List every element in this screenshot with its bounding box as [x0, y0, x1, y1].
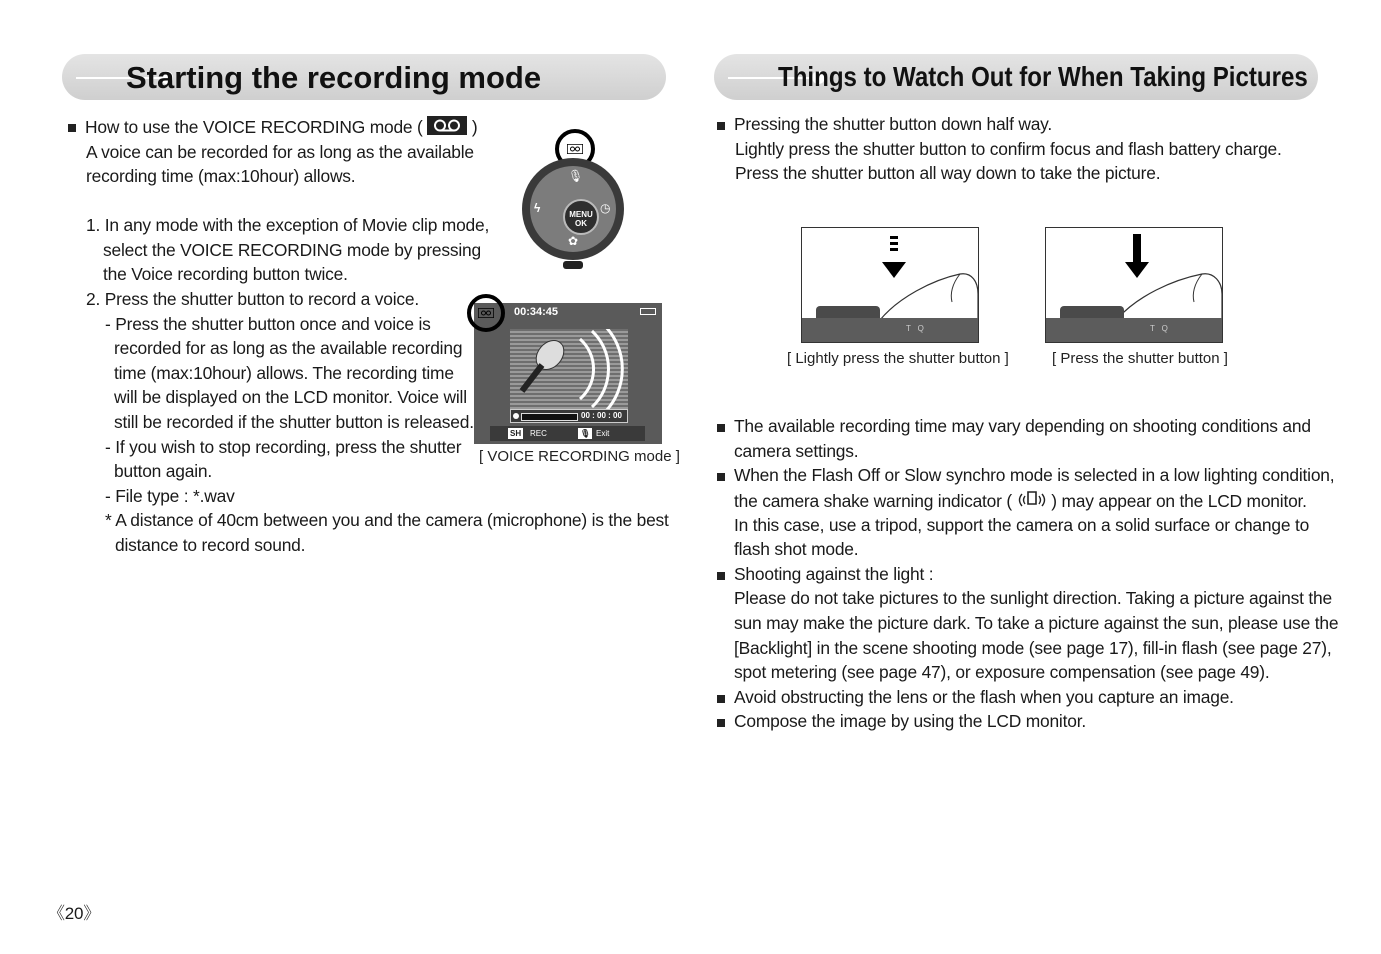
note-text: ) may appear on the LCD monitor.: [1051, 490, 1307, 511]
bullet-square: [717, 424, 725, 432]
voice-recording-icon: [567, 144, 583, 154]
ok-label: OK: [575, 219, 587, 228]
sub-line: still be recorded if the shutter button is released.: [114, 412, 474, 432]
intro-bullet: [85, 115, 478, 141]
lcd-caption: [ VOICE RECORDING mode ]: [479, 448, 680, 465]
voice-recording-icon: [478, 308, 494, 318]
play-button-icon: [563, 261, 583, 269]
step2-line: 2. Press the shutter button to record a voice.: [86, 289, 419, 309]
bullet-square: [717, 572, 725, 580]
dashed-arrow-segment: [890, 236, 898, 239]
bullet-square: [717, 473, 725, 481]
section-banner-left: [62, 54, 666, 100]
menu-label: MENU: [569, 210, 593, 219]
sub-line: * A distance of 40cm between you and the camera (microphone) is the best: [105, 510, 669, 530]
dashed-arrow-segment: [890, 242, 898, 245]
wheel-ring: [530, 166, 616, 252]
voice-recording-icon: [427, 116, 467, 142]
flash-icon: ϟ: [534, 201, 541, 215]
sub-line: button again.: [114, 461, 212, 481]
note-line: sun may make the picture dark. To take a picture against the sun, please use the: [734, 613, 1339, 633]
camera-body: [1046, 318, 1223, 343]
progress-track: [521, 413, 578, 421]
lcd-microphone-graphic: [510, 329, 628, 409]
page-title-left: Starting the recording mode: [126, 60, 542, 95]
page-number: 《20》: [48, 904, 101, 923]
battery-icon: [640, 308, 656, 315]
note-line: The available recording time may vary depending on shooting conditions and: [734, 416, 1311, 436]
light-press-caption: [ Lightly press the shutter button ]: [787, 350, 1009, 367]
page-title-right: Things to Watch Out for When Taking Pictures: [778, 61, 1308, 92]
sub-line: time (max:10hour) allows. The recording time: [114, 363, 454, 383]
highlight-ring: [467, 294, 505, 332]
macro-icon: ✿: [568, 234, 579, 248]
full-press-caption: [ Press the shutter button ]: [1052, 350, 1228, 367]
sub-line: distance to record sound.: [115, 535, 306, 555]
note-line: Please do not take pictures to the sunlight direction. Taking a picture against the: [734, 588, 1332, 608]
camera-body: [802, 318, 979, 343]
half-press-line: Pressing the shutter button down half way.: [734, 114, 1053, 134]
note-line: Avoid obstructing the lens or the flash when you capture an image.: [734, 687, 1234, 707]
lcd-bottom-bar: [490, 426, 645, 441]
step1-line: 1. In any mode with the exception of Movie clip mode,: [86, 215, 490, 235]
section-banner-right: [714, 54, 1318, 100]
sub-line: recorded for as long as the available recording: [114, 338, 463, 358]
arrow-shaft: [1133, 234, 1141, 264]
intro-line: A voice can be recorded for as long as the available: [86, 142, 474, 162]
self-timer-icon: ◷: [600, 201, 611, 215]
intro-bullet-suffix: ): [471, 117, 478, 137]
half-press-line: Lightly press the shutter button to confirm focus and flash battery charge.: [735, 139, 1282, 159]
full-press-photo: [1045, 227, 1223, 343]
recording-progress-bar: [510, 409, 628, 423]
rec-dot: [513, 413, 519, 419]
intro-line: recording time (max:10hour) allows.: [86, 166, 356, 186]
note-line: [Backlight] in the scene shooting mode (see page 17), fill-in flash (see page 27),: [734, 638, 1332, 658]
step1-line: select the VOICE RECORDING mode by pressing: [103, 240, 481, 260]
step1-line: the Voice recording button twice.: [103, 264, 348, 284]
note-line: camera settings.: [734, 441, 859, 461]
bullet-square: [68, 124, 76, 132]
note-line: flash shot mode.: [734, 539, 859, 559]
zoom-label: T Q: [1150, 324, 1168, 333]
sub-line: - Press the shutter button once and voice is: [105, 314, 431, 334]
half-press-line: Press the shutter button all way down to take the picture.: [735, 163, 1161, 183]
arrow-down-icon: [882, 262, 906, 278]
note-text: the camera shake warning indicator (: [734, 490, 1012, 511]
dashed-arrow-segment: [890, 248, 898, 251]
note-line: In this case, use a tripod, support the camera on a solid surface or change to: [734, 515, 1310, 535]
note-line: Shooting against the light :: [734, 564, 934, 584]
light-press-photo: [801, 227, 979, 343]
rec-label: REC: [530, 429, 547, 438]
lcd-counter: 00 : 00 : 00: [581, 411, 622, 420]
lcd-screen: [474, 303, 662, 444]
shutter-key-label: SH: [510, 429, 522, 438]
arrow-down-icon: [1125, 262, 1149, 278]
note-line: When the Flash Off or Slow synchro mode is selected in a low lighting condition,: [734, 465, 1335, 485]
sub-line: - If you wish to stop recording, press the shutter: [105, 437, 462, 457]
menu-ok-button: [563, 199, 599, 235]
exit-label: Exit: [596, 429, 610, 438]
note-line: spot metering (see page 47), or exposure compensation (see page 49).: [734, 662, 1270, 682]
sub-line: will be displayed on the LCD monitor. Voice will: [114, 387, 467, 407]
bullet-square: [717, 695, 725, 703]
bullet-square: [717, 719, 725, 727]
lcd-recording-time: 00:34:45: [514, 306, 559, 318]
bullet-square: [717, 122, 725, 130]
intro-bullet-text: How to use the VOICE RECORDING mode (: [85, 117, 423, 137]
microphone-icon: 🎙: [580, 429, 591, 438]
control-wheel: [522, 158, 624, 260]
sub-line: - File type : *.wav: [105, 486, 235, 506]
zoom-label: T Q: [906, 324, 924, 333]
microphone-icon: 🎙: [568, 169, 584, 183]
note-line: Compose the image by using the LCD monitor.: [734, 711, 1086, 731]
microphone-icon: [510, 329, 628, 409]
